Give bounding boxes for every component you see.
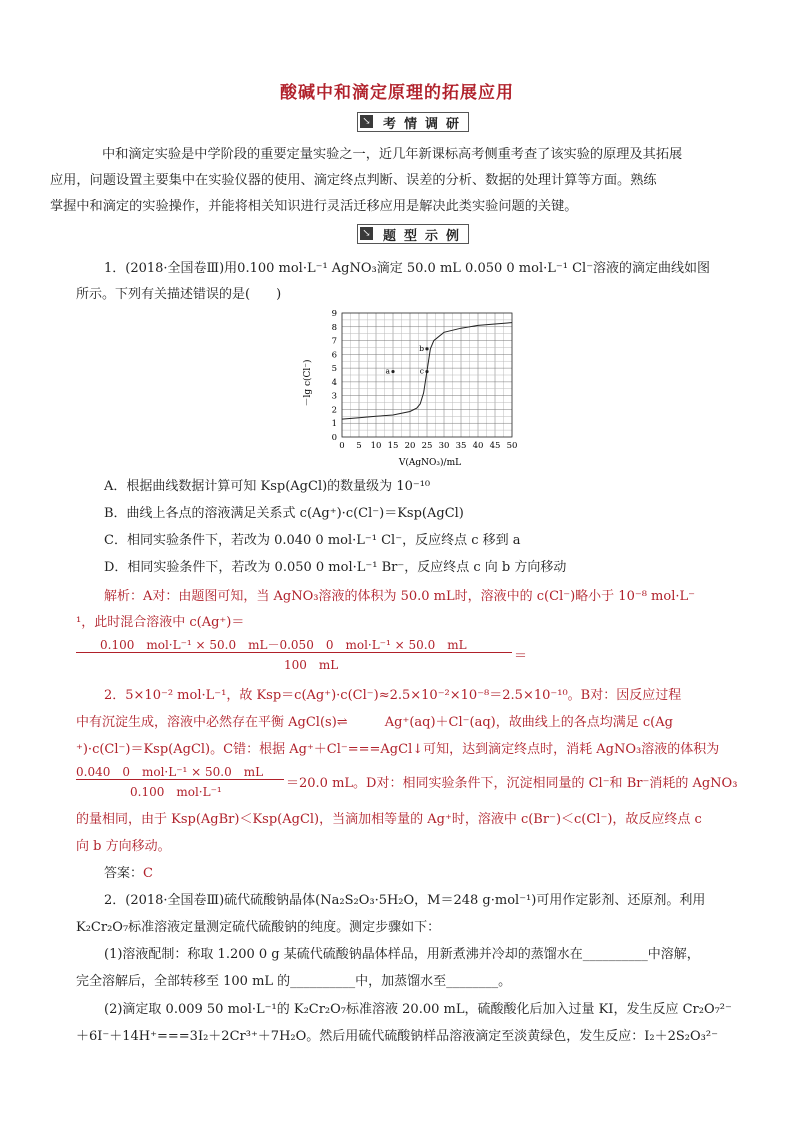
x-tick-label: 45 — [489, 441, 501, 451]
y-axis-label: －lg c(Cl⁻) — [303, 359, 313, 407]
q2-stem-1: 2．(2018·全国卷Ⅲ)硫代硫酸钠晶体(Na₂S₂O₃·5H₂O，M＝248 g·mol⁻¹)可用作定影剂、还原剂。利用 — [104, 893, 706, 908]
intro-paragraph: 中和滴定实验是中学阶段的重要定量实验之一，近几年新课标高考侧重考查了该实验的原理及其拓展 应用，问题设置主要集中在实验仪器的使用、滴定终点判断、误差的分析、数据的处理计算等方面。熟练 掌握中和滴定的实验操作，并能将相关知识进行灵活迁移应用是解决此类实验问题的关键。 — [50, 147, 683, 214]
y-tick-label: 5 — [331, 364, 337, 375]
fraction-1-bar — [76, 652, 512, 653]
x-tick-label: 10 — [370, 441, 382, 451]
equilibrium-arrow-icon: ⇌ — [336, 715, 348, 730]
q2-step-1a: (1)溶液配制：称取 1.200 0 g 某硫代硫酸钠晶体样品，用新煮沸并冷却的蒸馏水在__________中溶解， — [104, 947, 700, 962]
q2-stem-2: K₂Cr₂O₇标准溶液定量测定硫代硫酸钠的纯度。测定步骤如下： — [76, 920, 441, 935]
fraction-2-numerator: 0.040 0 mol·L⁻¹ × 50.0 mL — [76, 765, 264, 779]
y-tick-label: 8 — [331, 322, 337, 333]
point-c — [425, 370, 428, 373]
analysis-line-6: 的量相同，由于 Ksp(AgBr)＜Ksp(AgCl)，当滴加相等量的 Ag⁺时，溶液中 c(Br⁻)＜c(Cl⁻)，故反应终点 c — [76, 812, 702, 827]
x-axis-label: V(AgNO₃)/mL — [398, 458, 462, 468]
y-tick-label: 3 — [331, 391, 337, 402]
analysis-line-4: 中有沉淀生成，溶液中必然存在平衡 AgCl(s)⇌ Ag⁺(aq)＋Cl⁻(aq)，故曲线上的各点均满足 c(Ag — [76, 715, 673, 730]
y-tick-label: 9 — [331, 309, 337, 319]
x-tick-label: 5 — [356, 441, 362, 451]
section-banner-survey: ↘ 考情调研 — [357, 112, 469, 132]
arrow-icon: ↘ — [360, 115, 373, 128]
x-tick-label: 40 — [472, 441, 484, 451]
page-title: 酸碱中和滴定原理的拓展应用 — [280, 83, 514, 103]
fraction-1-denominator: 100 mL — [284, 658, 339, 672]
x-tick-label: 25 — [421, 441, 433, 451]
fraction-2-bar — [76, 779, 284, 780]
q1-option-c: C．相同实验条件下，若改为 0.040 0 mol·L⁻¹ Cl⁻，反应终点 c 移到 a — [104, 533, 521, 548]
q2-step-1b: 完全溶解后，全部转移至 100 mL 的__________中，加蒸馏水至________。 — [76, 974, 512, 989]
y-tick-label: 4 — [331, 377, 337, 388]
point-b — [425, 347, 428, 350]
q1-stem-1: 1．(2018·全国卷Ⅲ)用0.100 mol·L⁻¹ AgNO₃滴定 50.0 mL 0.050 0 mol·L⁻¹ Cl⁻溶液的滴定曲线如图 — [104, 261, 711, 276]
x-tick-label: 35 — [455, 441, 467, 451]
point-label-a: a — [385, 366, 390, 376]
q1-option-a: A．根据曲线数据计算可知 Ksp(AgCl)的数量级为 10⁻¹⁰ — [104, 479, 431, 494]
q2-step-2a: (2)滴定取 0.009 50 mol·L⁻¹的 K₂Cr₂O₇标准溶液 20.00 mL，硫酸酸化后加入过量 KI，发生反应 Cr₂O₇²⁻ — [104, 1002, 732, 1017]
analysis-line-7: 向 b 方向移动。 — [76, 839, 171, 854]
point-label-b: b — [419, 343, 424, 353]
x-tick-label: 0 — [339, 441, 345, 451]
y-tick-label: 7 — [331, 336, 337, 347]
fraction-1-numerator: 0.100 mol·L⁻¹ × 50.0 mL－0.050 0 mol·L⁻¹ × 50.0 mL — [100, 638, 467, 652]
x-tick-label: 15 — [387, 441, 399, 451]
fraction-2-denominator: 0.100 mol·L⁻¹ — [130, 785, 222, 799]
x-tick-label: 20 — [404, 441, 416, 451]
point-label-c: c — [419, 366, 424, 376]
analysis-line-3: 2．5×10⁻² mol·L⁻¹，故 Ksp＝c(Ag⁺)·c(Cl⁻)≈2.5×10⁻²×10⁻⁸＝2.5×10⁻¹⁰。B对：因反应过程 — [104, 688, 682, 703]
analysis-line-5: ⁺)·c(Cl⁻)＝Ksp(AgCl)。C错：根据 Ag⁺＋Cl⁻===AgCl↓可知，达到滴定终点时，消耗 AgNO₃溶液的体积为 — [76, 742, 720, 757]
fraction-2-tail: ＝20.0 mL。D对：相同实验条件下，沉淀相同量的 Cl⁻和 Br⁻消耗的 AgNO₃ — [286, 776, 738, 791]
q2-step-2b: ＋6I⁻＋14H⁺===3I₂＋2Cr³⁺＋7H₂O。然后用硫代硫酸钠样品溶液滴定至淡黄绿色，发生反应：I₂＋2S₂O₃²⁻ — [76, 1029, 718, 1044]
q1-answer: 答案：C — [104, 866, 153, 881]
x-tick-label: 30 — [438, 441, 450, 451]
titration-curve-chart — [300, 305, 530, 470]
q1-stem-2: 所示。下列有关描述错误的是( ) — [76, 287, 282, 302]
y-tick-label: 2 — [331, 405, 337, 416]
y-tick-label: 6 — [331, 350, 337, 361]
x-tick-label: 50 — [506, 441, 518, 451]
analysis-line-1: 解析：A对：由题图可知，当 AgNO₃溶液的体积为 50.0 mL时，溶液中的 c(Cl⁻)略小于 10⁻⁸ mol·L⁻ — [104, 589, 695, 604]
section-banner-examples: ↘ 题型示例 — [357, 224, 469, 244]
q1-option-b: B．曲线上各点的溶液满足关系式 c(Ag⁺)·c(Cl⁻)＝Ksp(AgCl) — [104, 506, 464, 521]
point-a — [391, 370, 394, 373]
arrow-icon: ↘ — [360, 227, 373, 240]
analysis-line-2: ¹，此时混合溶液中 c(Ag⁺)＝ — [76, 615, 245, 630]
y-tick-label: 0 — [331, 433, 337, 443]
y-tick-label: 1 — [331, 419, 337, 430]
fraction-1-equals: ＝ — [514, 649, 528, 664]
q1-option-d: D．相同实验条件下，若改为 0.050 0 mol·L⁻¹ Br⁻，反应终点 c 向 b 方向移动 — [104, 560, 567, 575]
